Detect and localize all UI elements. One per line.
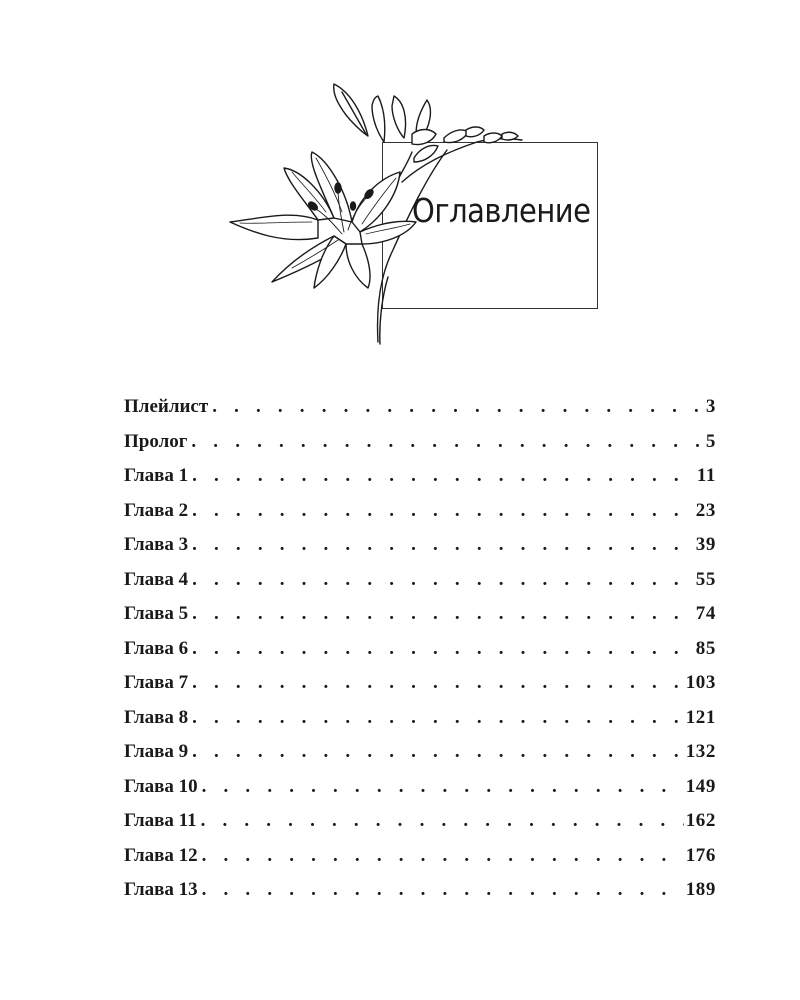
toc-entry-page-number: 3 [705, 396, 716, 417]
toc-dot-leader [191, 427, 704, 457]
toc-dot-leader [192, 703, 684, 733]
toc-dot-leader [192, 530, 694, 560]
toc-dot-leader [192, 461, 695, 491]
toc-dot-leader [212, 392, 704, 422]
toc-entry-label: Плейлист [124, 396, 209, 417]
toc-dot-leader [192, 668, 684, 698]
page-title: Оглавление [412, 192, 591, 231]
toc-entry-page-number: 149 [685, 775, 716, 797]
toc-entry[interactable] [124, 599, 716, 634]
toc-entry-page-number: 162 [685, 810, 716, 831]
toc-entry-label: Глава 10 [124, 775, 198, 797]
toc-entry-label: Глава 12 [124, 844, 198, 866]
toc-dot-leader [192, 599, 694, 629]
toc-entry-page-number: 11 [696, 465, 716, 486]
toc-dot-leader [192, 496, 694, 526]
toc-entry-label: Глава 6 [124, 637, 189, 659]
toc-entry-page-number: 85 [695, 637, 716, 659]
toc-dot-leader [192, 565, 694, 595]
toc-entry[interactable] [124, 875, 716, 910]
toc-entry[interactable] [124, 703, 716, 738]
toc-entry-label: Пролог [124, 430, 188, 452]
toc-entry[interactable] [124, 806, 716, 841]
toc-entry[interactable] [124, 737, 716, 772]
toc-dot-leader [192, 634, 694, 664]
toc-entry-page-number: 23 [695, 499, 716, 521]
toc-entry-label: Глава 3 [124, 534, 189, 555]
toc-entry[interactable] [124, 530, 716, 565]
toc-entry-page-number: 132 [685, 741, 716, 762]
toc-entry-page-number: 103 [685, 672, 716, 693]
toc-entry-label: Глава 13 [124, 879, 198, 900]
toc-entry[interactable] [124, 841, 716, 876]
toc-entry-page-number: 176 [685, 844, 716, 866]
toc-entry[interactable] [124, 634, 716, 669]
toc-entry-page-number: 74 [695, 603, 716, 624]
table-of-contents [124, 392, 716, 910]
toc-entry-label: Глава 1 [124, 465, 189, 486]
toc-entry-label: Глава 5 [124, 603, 189, 624]
toc-entry[interactable] [124, 668, 716, 703]
toc-entry-page-number: 55 [695, 568, 716, 590]
toc-entry-label: Глава 7 [124, 672, 189, 693]
toc-entry-label: Глава 4 [124, 568, 189, 590]
toc-entry-label: Глава 8 [124, 706, 189, 728]
toc-entry-label: Глава 9 [124, 741, 189, 762]
toc-entry[interactable] [124, 461, 716, 496]
toc-entry[interactable] [124, 772, 716, 807]
toc-entry-page-number: 39 [695, 534, 716, 555]
toc-dot-leader [202, 841, 684, 871]
toc-dot-leader [201, 806, 684, 836]
toc-dot-leader [202, 875, 684, 905]
toc-entry-page-number: 189 [685, 879, 716, 900]
toc-entry-page-number: 5 [705, 430, 716, 452]
header-ornament [222, 72, 612, 352]
toc-entry[interactable] [124, 565, 716, 600]
toc-dot-leader [192, 737, 684, 767]
toc-entry-page-number: 121 [685, 706, 716, 728]
toc-entry[interactable] [124, 496, 716, 531]
toc-entry[interactable] [124, 427, 716, 462]
toc-entry[interactable] [124, 392, 716, 427]
toc-entry-label: Глава 2 [124, 499, 189, 521]
toc-dot-leader [202, 772, 684, 802]
toc-entry-label: Глава 11 [124, 810, 197, 831]
